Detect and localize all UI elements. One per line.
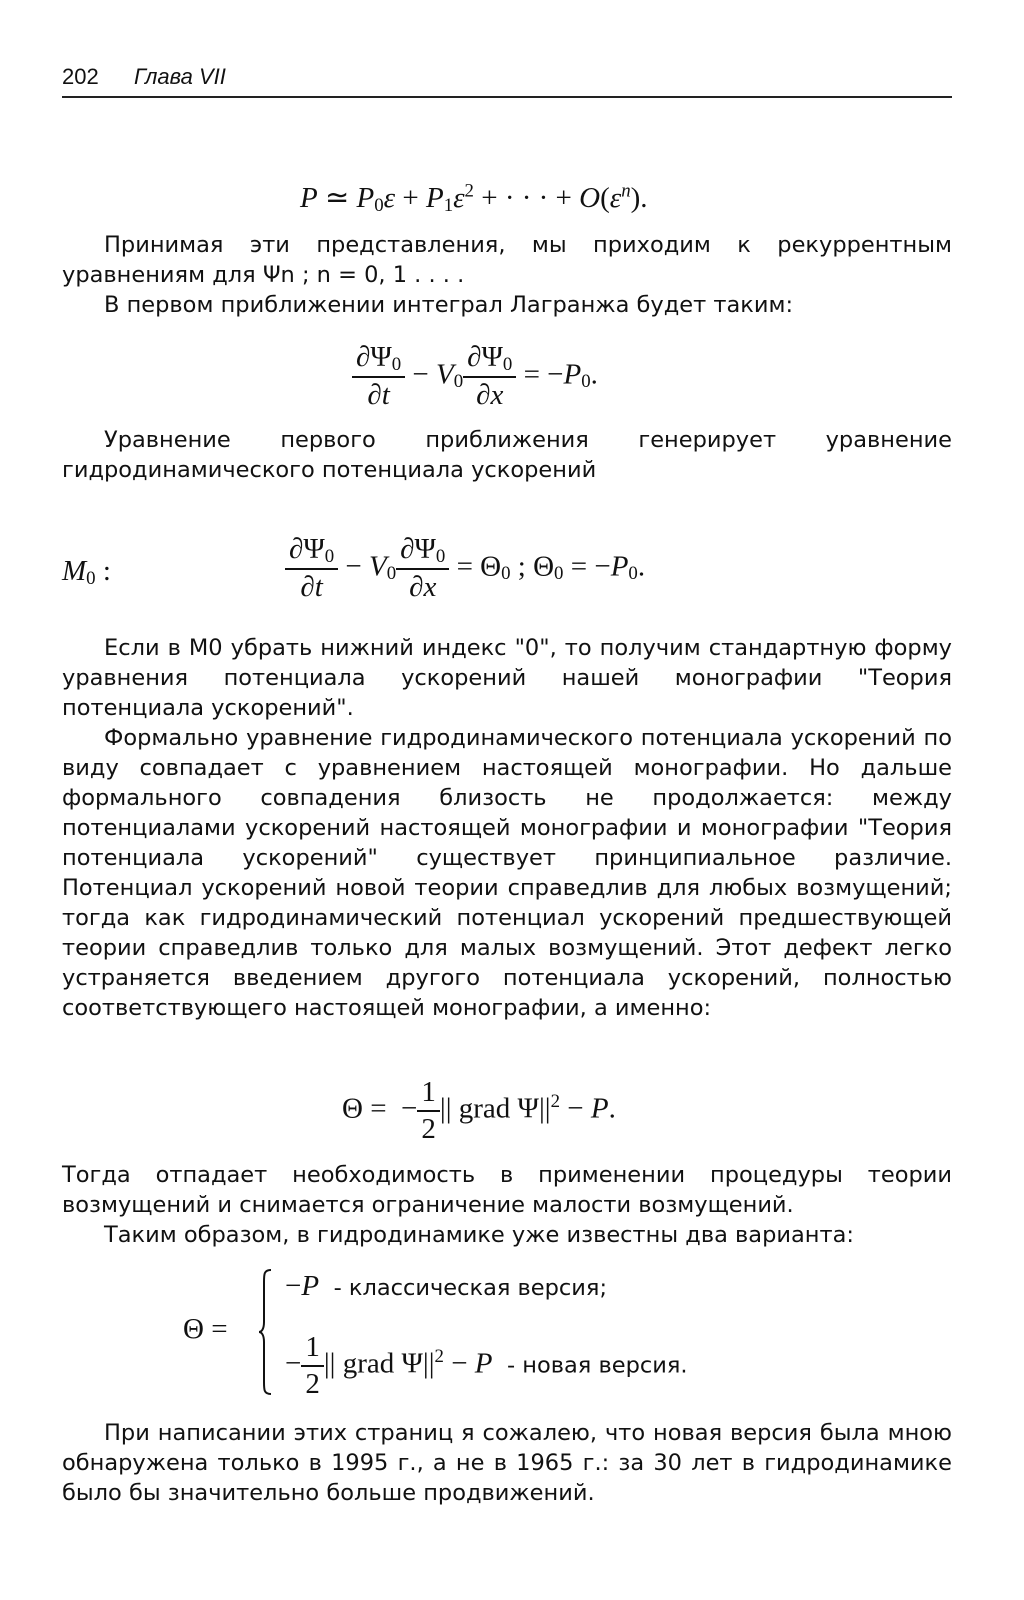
fraction: $\frac{\partial\Psi_0}{\partial x}$ — [463, 340, 516, 413]
case-classic: −P - классическая версия; — [285, 1270, 608, 1302]
fraction: $\frac{1}{2}$ — [417, 1075, 440, 1147]
formula-m0: $\frac{\partial\Psi_0}{\partial t}$ − $V_0$ $\frac{\partial\Psi_0}{\partial x}$ = $\Theta_0$ ; $\Theta_0 = -P_0$. — [285, 532, 645, 605]
paragraph-regret: При написании этих страниц я сожалею, что новая версия была мною обнаружена только в 1995 г., а не в 1965 г.: за 30 лет в гидродинамике было бы значительно больше продвижений. — [62, 1420, 952, 1506]
equation-label-m0: $M_0$ : — [62, 555, 111, 589]
case-new: − $\frac{1}{2}$ || grad $\Psi||^2 - P$ - новая версия. — [285, 1331, 688, 1400]
paragraph-then: Тогда отпадает необходимость в применении процедуры теории возмущений и снимается ограничение малости возмущений. — [62, 1162, 952, 1218]
fraction: $\frac{\partial\Psi_0}{\partial t}$ — [285, 532, 338, 605]
paragraph-formal: Формально уравнение гидродинамического потенциала ускорений по виду совпадает с уравнением настоящей монографии. Но дальше формального совпадения близость не продолжается: между потенциалами ускорений настоящей монографии и монографии "Теория потенциала ускорений" существует принципиальное различие. Потенциал ускорений новой теории справедлив для любых возмущений; тогда как гидродинамический потенциал ускорений предшествующей теории справедлив только для малых возмущений. Этот дефект легко устраняется введением другого потенциала ускорений, полностью соответствующего настоящей монографии, а именно: — [62, 725, 952, 1021]
left-brace — [258, 1268, 272, 1396]
formula-lagrange-integral: $\frac{\partial\Psi_0}{\partial t}$ − $V_0$ $\frac{\partial\Psi_0}{\partial x}$ = $-P_0$. — [352, 340, 598, 413]
formula-pressure-expansion: P ≃ $P_0\varepsilon + P_1\varepsilon^2$ + · · · + $O(\varepsilon^n)$. — [300, 180, 648, 216]
theta-cases-lhs: Θ = — [183, 1313, 228, 1345]
case-classic-text: - классическая версия; — [333, 1275, 608, 1301]
chapter-title: Глава VII — [134, 64, 226, 89]
paragraph-first-approx: В первом приближении интеграл Лагранжа будет таким: — [104, 292, 794, 318]
paragraph-recurrent: Принимая эти представления, мы приходим к рекуррентным уравнениям для Ψn ; n = 0, 1 . . . . — [62, 232, 952, 288]
paragraph-two-variants: Таким образом, в гидродинамике уже известны два варианта: — [104, 1222, 854, 1248]
paragraph-remove-index: Если в M0 убрать нижний индекс "0", то получим стандартную форму уравнения потенциала ускорений нашей монографии "Теория потенциала ускорений". — [62, 635, 952, 721]
page-number: 202 — [62, 64, 99, 89]
fraction: $\frac{1}{2}$ — [301, 1330, 324, 1402]
formula-theta-new: Θ = − $\frac{1}{2}$ || grad $\Psi||^2 - P$. — [342, 1076, 616, 1145]
fraction: $\frac{\partial\Psi_0}{\partial t}$ — [352, 340, 405, 413]
running-header — [62, 60, 952, 98]
fraction: $\frac{\partial\Psi_0}{\partial x}$ — [396, 532, 449, 605]
paragraph-generates: Уравнение первого приближения генерирует уравнение гидродинамического потенциала ускорений — [62, 427, 952, 483]
case-new-text: - новая версия. — [507, 1352, 688, 1379]
